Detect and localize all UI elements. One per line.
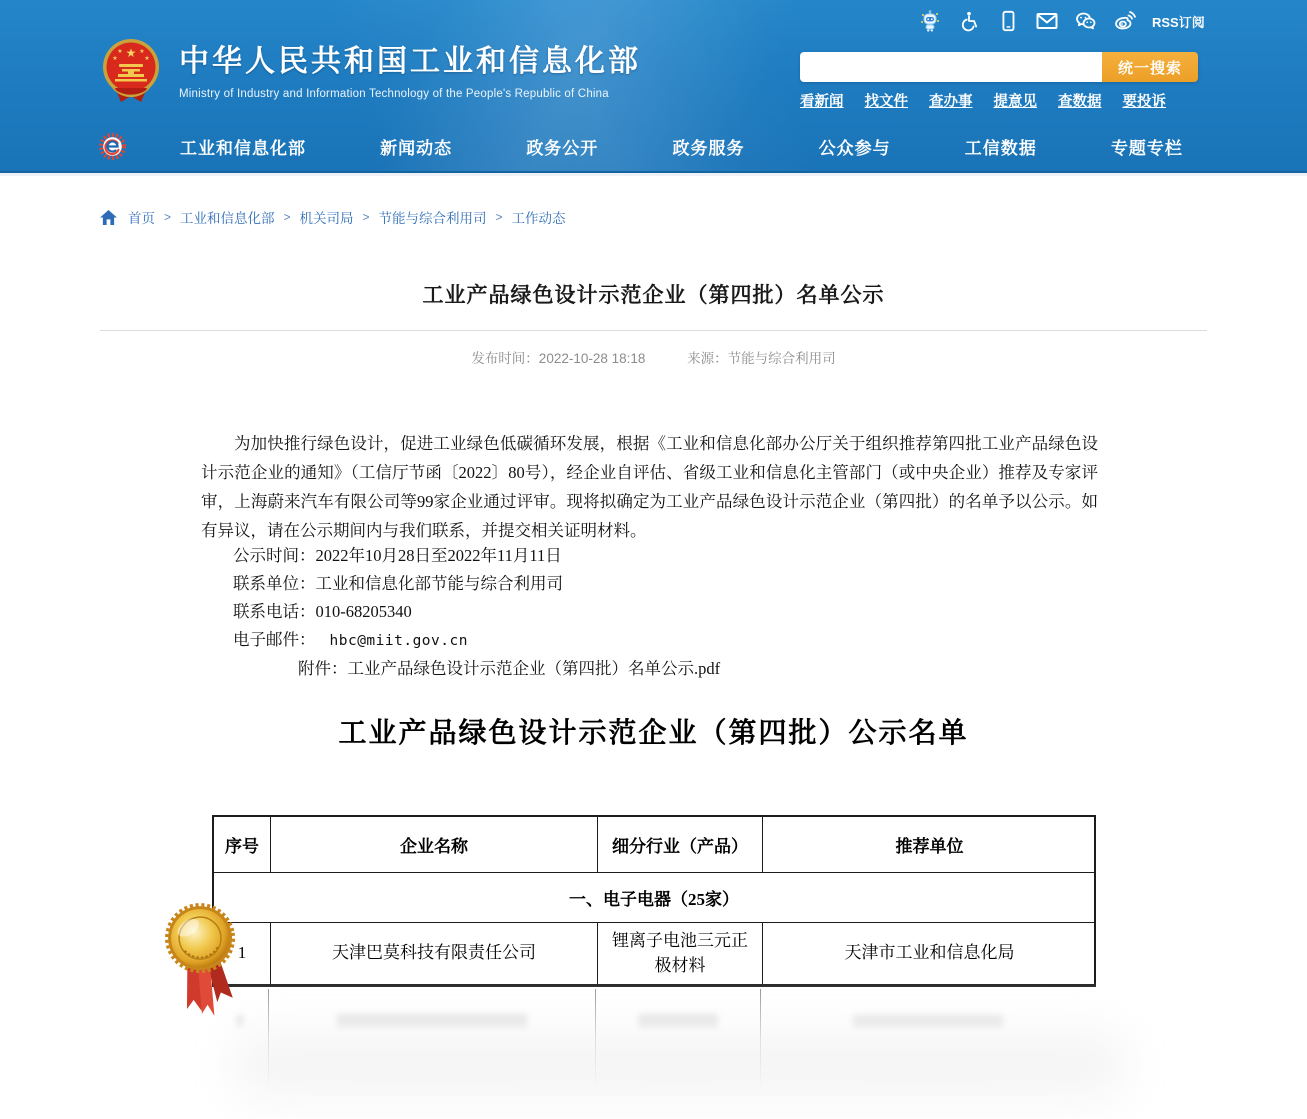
publicity-table xyxy=(212,815,1096,987)
email-line xyxy=(201,626,1098,655)
brand-text xyxy=(179,36,641,100)
svg-text:★: ★ xyxy=(117,49,123,55)
cell-index: 1 xyxy=(214,923,271,985)
breadcrumb-miit[interactable]: 工业和信息化部 xyxy=(180,211,275,226)
article-paragraph: 为加快推行绿色设计，促进工业绿色低碳循环发展，根据《工业和信息化部办公厅关于组织推荐第四批工业产品绿色设计示范企业的通知》（工信厅节函〔2022〕80号），经企业自评估、省级工业和信息化主管部门（或中央企业）推荐及专家评审，上海蔚来汽车有限公司等99家企业通过评审。现将拟确定为工业产品绿色设计示范企业（第四批）的名单予以公示。如有异议，请在公示期间内与我们联系，并提交相关证明材料。 xyxy=(201,434,1098,540)
nav-item-gov-open[interactable]: 政务公开 xyxy=(526,138,599,158)
site-header xyxy=(0,0,1307,176)
wechat-icon[interactable] xyxy=(1074,9,1098,33)
nav-item-data[interactable]: 工信数据 xyxy=(964,138,1037,158)
search-input[interactable] xyxy=(800,52,1102,82)
quick-link-data[interactable]: 查数据 xyxy=(1058,94,1102,110)
mail-icon[interactable] xyxy=(1035,9,1059,33)
award-medal-icon xyxy=(158,896,244,1026)
attachment-line xyxy=(201,655,1098,683)
col-header-index: 序号 xyxy=(214,817,271,873)
svg-text:★: ★ xyxy=(112,56,118,62)
quick-link-complaint[interactable]: 要投诉 xyxy=(1122,94,1166,110)
search-button[interactable]: 统一搜索 xyxy=(1102,52,1198,82)
contact-unit-line: 联系单位：工业和信息化部节能与综合利用司 xyxy=(233,574,563,593)
breadcrumb-separator: > xyxy=(362,210,370,224)
document-title: 工业产品绿色设计示范企业（第四批）公示名单 xyxy=(338,718,969,749)
publicity-period-line: 公示时间：2022年10月28日至2022年11月11日 xyxy=(233,546,562,565)
unified-search xyxy=(800,52,1198,82)
topbar xyxy=(918,9,1205,33)
source: 来源：节能与综合利用司 xyxy=(687,351,836,366)
cell-industry: 锂离子电池三元正极材料 xyxy=(598,923,763,985)
breadcrumb-departments[interactable]: 机关司局 xyxy=(299,211,354,226)
breadcrumb-current[interactable]: 工作动态 xyxy=(511,211,566,226)
nav-item-news[interactable]: 新闻动态 xyxy=(380,138,453,158)
site-logo[interactable] xyxy=(99,36,641,108)
bottom-blur-artifact xyxy=(230,1030,1130,1100)
email-value: hbc@miit.gov.cn xyxy=(329,633,468,649)
cell-recommender: 天津市工业和信息化局 xyxy=(763,923,1096,985)
weibo-icon[interactable] xyxy=(1113,9,1137,33)
national-emblem-icon xyxy=(99,36,163,108)
wheelchair-icon[interactable] xyxy=(957,9,981,33)
table-header-row xyxy=(214,817,1094,873)
nav-items xyxy=(180,134,1207,159)
quick-link-services[interactable]: 查办事 xyxy=(929,94,973,110)
breadcrumb-home[interactable]: 首页 xyxy=(128,211,155,226)
home-icon[interactable] xyxy=(100,210,117,225)
publish-time: 发布时间：2022-10-28 18:18 xyxy=(471,351,646,366)
email-label: 电子邮件： xyxy=(233,630,316,649)
svg-text:★: ★ xyxy=(139,49,145,55)
attachment-pdf-link[interactable]: 工业产品绿色设计示范企业（第四批）名单公示.pdf xyxy=(347,659,721,678)
title-divider xyxy=(100,330,1207,331)
attachment-label: 附件： xyxy=(298,659,348,678)
table-row xyxy=(214,923,1094,985)
page-title: 工业产品绿色设计示范企业（第四批）名单公示 xyxy=(422,284,885,307)
table-section-row: 一、电子电器（25家） xyxy=(214,873,1094,923)
cell-company: 天津巴莫科技有限责任公司 xyxy=(271,923,598,985)
breadcrumb-separator: > xyxy=(283,210,291,224)
svg-text:★: ★ xyxy=(125,46,137,60)
col-header-industry: 细分行业（产品） xyxy=(598,817,763,873)
nav-item-topics[interactable]: 专题专栏 xyxy=(1110,138,1183,158)
quick-links xyxy=(800,90,1166,111)
contact-phone-line: 联系电话：010-68205340 xyxy=(233,602,412,621)
quick-link-files[interactable]: 找文件 xyxy=(864,94,908,110)
site-subtitle: Ministry of Industry and Information Technology of the People's Republic of China xyxy=(179,88,609,100)
col-header-company: 企业名称 xyxy=(271,817,598,873)
breadcrumb-separator: > xyxy=(495,210,503,224)
article-info xyxy=(201,542,1098,683)
nav-item-participation[interactable]: 公众参与 xyxy=(818,138,891,158)
breadcrumb xyxy=(100,207,566,227)
breadcrumb-energy-dept[interactable]: 节能与综合利用司 xyxy=(378,211,487,226)
site-title: 中华人民共和国工业和信息化部 xyxy=(179,45,641,78)
miit-logo-icon xyxy=(99,133,126,160)
mobile-icon[interactable] xyxy=(996,9,1020,33)
col-header-recommender: 推荐单位 xyxy=(763,817,1096,873)
breadcrumb-separator: > xyxy=(164,210,172,224)
nav-item-miit[interactable]: 工业和信息化部 xyxy=(180,138,306,158)
quick-link-feedback[interactable]: 提意见 xyxy=(993,94,1037,110)
rss-subscribe-link[interactable]: RSS订阅 xyxy=(1152,14,1205,30)
nav-item-gov-service[interactable]: 政务服务 xyxy=(672,138,745,158)
mascot-icon[interactable] xyxy=(918,9,942,33)
main-nav xyxy=(99,127,1207,165)
quick-link-news[interactable]: 看新闻 xyxy=(800,94,844,110)
svg-text:★: ★ xyxy=(144,56,150,62)
article-meta xyxy=(0,347,1307,367)
